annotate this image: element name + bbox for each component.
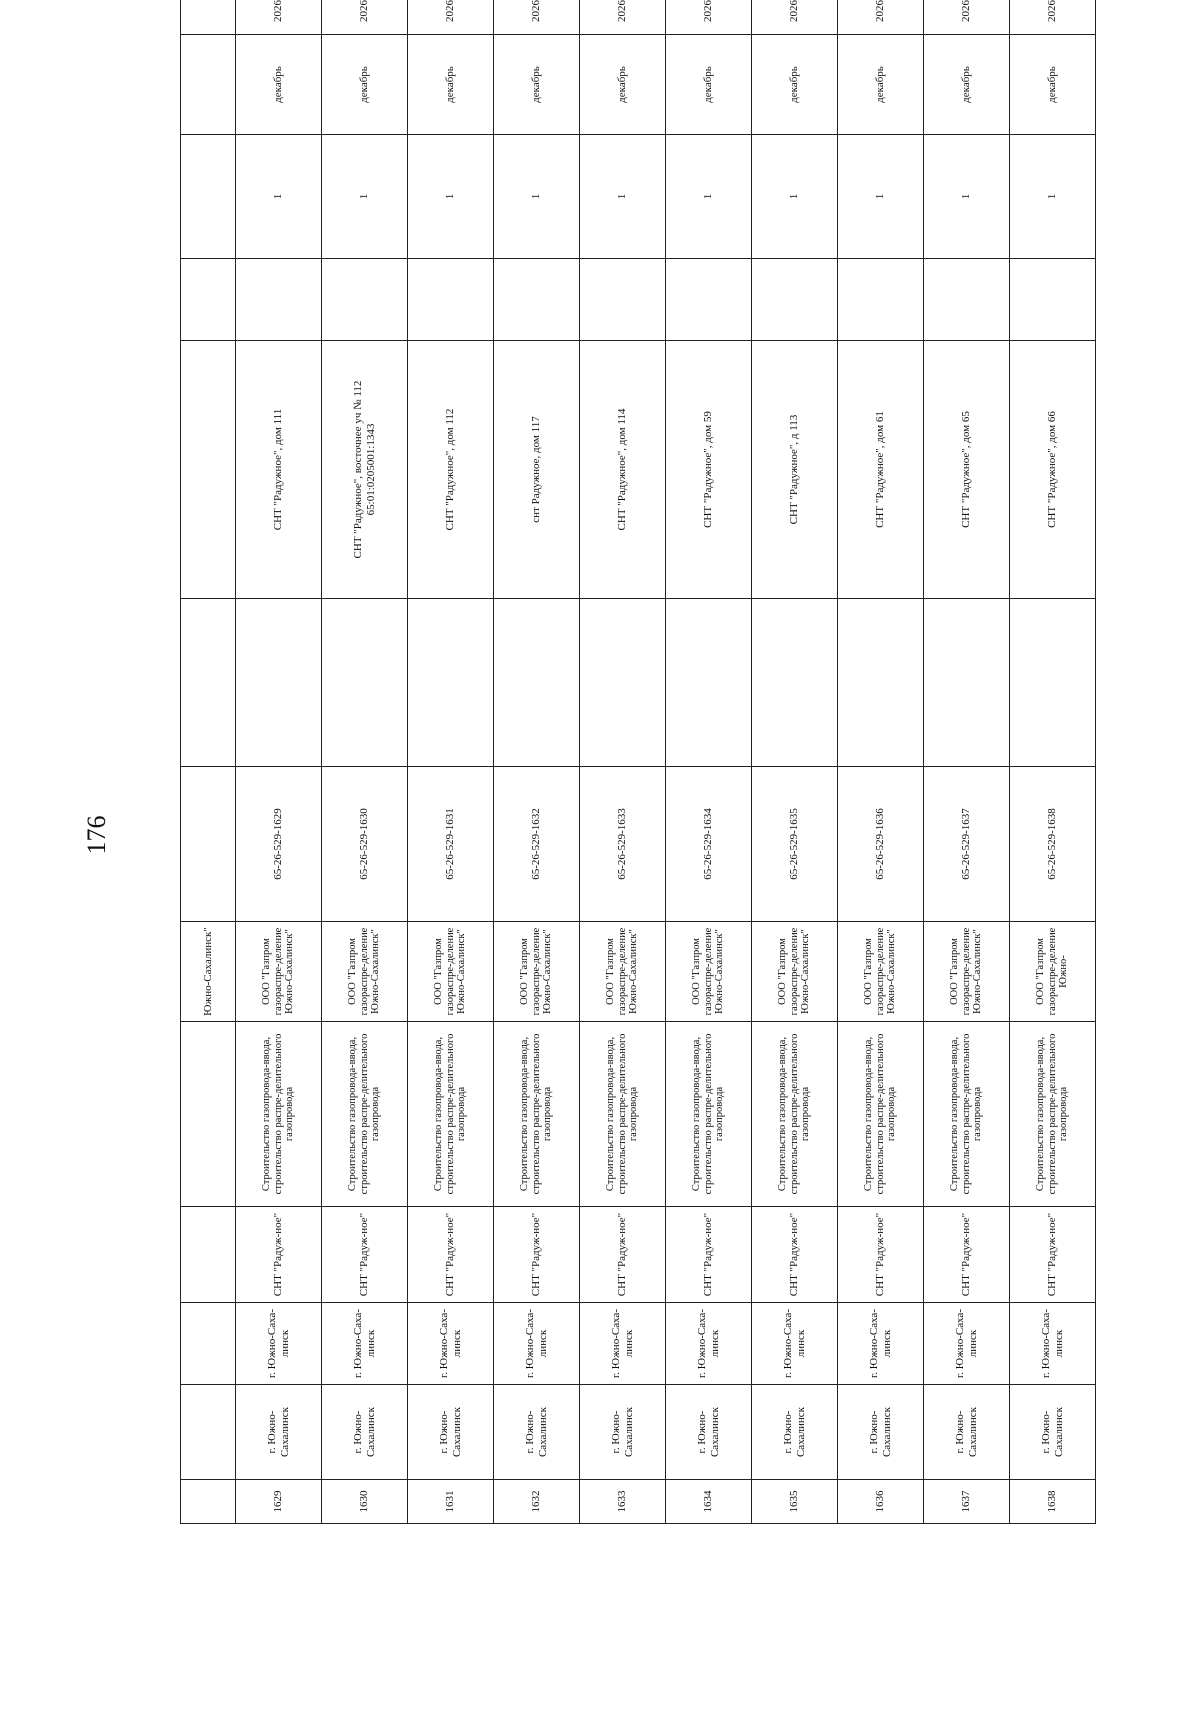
city-cell: г. Южно-Саха-линск bbox=[580, 1303, 666, 1385]
snt-name-cell: СНТ "Радуж-ное" bbox=[666, 1207, 752, 1303]
quantity-cell: 1 bbox=[322, 135, 408, 259]
work-description-cell: Строительство газопровода-ввода, строительство распре-делительного газопровода bbox=[236, 1022, 322, 1207]
header-cell bbox=[181, 599, 236, 767]
address-cell: СНТ "Радужное", дом 61 bbox=[838, 341, 924, 599]
header-cell: Южно-Сахалинск" bbox=[181, 922, 236, 1022]
header-cell bbox=[181, 767, 236, 922]
year-cell: 2026 bbox=[322, 0, 408, 35]
month-cell: декабрь bbox=[838, 35, 924, 135]
snt-name-cell: СНТ "Радуж-ное" bbox=[408, 1207, 494, 1303]
organization-cell: ООО "Газпром газораспре-деление Южно-Сахалинск" bbox=[752, 922, 838, 1022]
address-cell: СНТ "Радужное", дом 112 bbox=[408, 341, 494, 599]
year-cell: 2026 bbox=[494, 0, 580, 35]
snt-name-cell: СНТ "Радуж-ное" bbox=[924, 1207, 1010, 1303]
work-description-cell: Строительство газопровода-ввода, строительство распре-делительного газопровода bbox=[838, 1022, 924, 1207]
table-row bbox=[838, 0, 924, 1524]
month-cell: декабрь bbox=[322, 35, 408, 135]
city-cell: г. Южно-Саха-линск bbox=[752, 1303, 838, 1385]
blank-cell bbox=[408, 599, 494, 767]
month-cell: декабрь bbox=[1010, 35, 1096, 135]
blank-cell bbox=[494, 599, 580, 767]
address-cell: СНТ "Радужное", дом 65 bbox=[924, 341, 1010, 599]
year-cell: 2026 bbox=[236, 0, 322, 35]
table-row bbox=[494, 0, 580, 1524]
district-cell: г. Южно-Сахалинск bbox=[924, 1385, 1010, 1480]
blank-cell bbox=[322, 259, 408, 341]
snt-name-cell: СНТ "Радуж-ное" bbox=[838, 1207, 924, 1303]
row-number-cell: 1633 bbox=[580, 1480, 666, 1524]
table-row bbox=[924, 0, 1010, 1524]
district-cell: г. Южно-Сахалинск bbox=[408, 1385, 494, 1480]
organization-cell: ООО "Газпром газораспре-деление Южно- bbox=[1010, 922, 1096, 1022]
month-cell: декабрь bbox=[924, 35, 1010, 135]
city-cell: г. Южно-Саха-линск bbox=[924, 1303, 1010, 1385]
row-number-cell: 1634 bbox=[666, 1480, 752, 1524]
quantity-cell: 1 bbox=[924, 135, 1010, 259]
row-number-cell: 1630 bbox=[322, 1480, 408, 1524]
blank-cell bbox=[666, 259, 752, 341]
blank-cell bbox=[752, 599, 838, 767]
row-number-cell: 1631 bbox=[408, 1480, 494, 1524]
address-cell: СНТ "Радужное", дом 59 bbox=[666, 341, 752, 599]
blank-cell bbox=[1010, 259, 1096, 341]
work-description-cell: Строительство газопровода-ввода, строительство распре-делительного газопровода bbox=[494, 1022, 580, 1207]
work-description-cell: Строительство газопровода-ввода, строительство распре-делительного газопровода bbox=[924, 1022, 1010, 1207]
rotated-table-wrapper bbox=[180, 0, 1072, 1524]
row-number-cell: 1635 bbox=[752, 1480, 838, 1524]
blank-cell bbox=[236, 259, 322, 341]
year-cell: 2026 bbox=[1010, 0, 1096, 35]
month-cell: декабрь bbox=[408, 35, 494, 135]
blank-cell bbox=[1010, 599, 1096, 767]
address-cell: снт Радужное, дом 117 bbox=[494, 341, 580, 599]
quantity-cell: 1 bbox=[580, 135, 666, 259]
blank-cell bbox=[666, 599, 752, 767]
district-cell: г. Южно-Сахалинск bbox=[666, 1385, 752, 1480]
work-description-cell: Строительство газопровода-ввода, строительство распре-делительного газопровода bbox=[752, 1022, 838, 1207]
organization-cell: ООО "Газпром газораспре-деление Южно-Сахалинск" bbox=[924, 922, 1010, 1022]
quantity-cell: 1 bbox=[408, 135, 494, 259]
application-code-cell: 65-26-529-1630 bbox=[322, 767, 408, 922]
snt-name-cell: СНТ "Радуж-ное" bbox=[494, 1207, 580, 1303]
snt-name-cell: СНТ "Радуж-ное" bbox=[1010, 1207, 1096, 1303]
month-cell: декабрь bbox=[752, 35, 838, 135]
address-cell: СНТ "Радужное", восточнее уч № 112 65:01:0205001:1343 bbox=[322, 341, 408, 599]
city-cell: г. Южно-Саха-линск bbox=[1010, 1303, 1096, 1385]
work-description-cell: Строительство газопровода-ввода, строительство распре-делительного газопровода bbox=[322, 1022, 408, 1207]
header-cell bbox=[181, 135, 236, 259]
table-row bbox=[580, 0, 666, 1524]
blank-cell bbox=[924, 599, 1010, 767]
quantity-cell: 1 bbox=[1010, 135, 1096, 259]
application-code-cell: 65-26-529-1636 bbox=[838, 767, 924, 922]
quantity-cell: 1 bbox=[494, 135, 580, 259]
gas-connection-register-table bbox=[180, 0, 1096, 1524]
district-cell: г. Южно-Сахалинск bbox=[580, 1385, 666, 1480]
work-description-cell: Строительство газопровода-ввода, строительство распре-делительного газопровода bbox=[580, 1022, 666, 1207]
year-cell: 2026 bbox=[580, 0, 666, 35]
blank-cell bbox=[494, 259, 580, 341]
month-cell: декабрь bbox=[494, 35, 580, 135]
year-cell: 2026 bbox=[752, 0, 838, 35]
city-cell: г. Южно-Саха-линск bbox=[666, 1303, 752, 1385]
quantity-cell: 1 bbox=[752, 135, 838, 259]
snt-name-cell: СНТ "Радуж-ное" bbox=[752, 1207, 838, 1303]
application-code-cell: 65-26-529-1634 bbox=[666, 767, 752, 922]
blank-cell bbox=[838, 599, 924, 767]
table-row bbox=[1010, 0, 1096, 1524]
blank-cell bbox=[924, 259, 1010, 341]
organization-cell: ООО "Газпром газораспре-деление Южно-Сахалинск" bbox=[322, 922, 408, 1022]
table-row bbox=[408, 0, 494, 1524]
blank-cell bbox=[580, 259, 666, 341]
header-cell bbox=[181, 259, 236, 341]
address-cell: СНТ "Радужное", дом 111 bbox=[236, 341, 322, 599]
year-cell: 2026 bbox=[666, 0, 752, 35]
row-number-cell: 1632 bbox=[494, 1480, 580, 1524]
city-cell: г. Южно-Саха-линск bbox=[322, 1303, 408, 1385]
district-cell: г. Южно-Сахалинск bbox=[752, 1385, 838, 1480]
district-cell: г. Южно-Сахалинск bbox=[494, 1385, 580, 1480]
organization-cell: ООО "Газпром газораспре-деление Южно-Сахалинск" bbox=[666, 922, 752, 1022]
quantity-cell: 1 bbox=[666, 135, 752, 259]
snt-name-cell: СНТ "Радуж-ное" bbox=[580, 1207, 666, 1303]
header-cell bbox=[181, 1385, 236, 1480]
header-cell bbox=[181, 1022, 236, 1207]
month-cell: декабрь bbox=[666, 35, 752, 135]
month-cell: декабрь bbox=[236, 35, 322, 135]
organization-cell: ООО "Газпром газораспре-деление Южно-Сахалинск" bbox=[580, 922, 666, 1022]
district-cell: г. Южно-Сахалинск bbox=[838, 1385, 924, 1480]
year-cell: 2026 bbox=[924, 0, 1010, 35]
work-description-cell: Строительство газопровода-ввода, строительство распре-делительного газопровода bbox=[1010, 1022, 1096, 1207]
application-code-cell: 65-26-529-1638 bbox=[1010, 767, 1096, 922]
row-number-cell: 1629 bbox=[236, 1480, 322, 1524]
district-cell: г. Южно-Сахалинск bbox=[322, 1385, 408, 1480]
month-cell: декабрь bbox=[580, 35, 666, 135]
quantity-cell: 1 bbox=[236, 135, 322, 259]
header-cell bbox=[181, 1207, 236, 1303]
address-cell: СНТ "Радужное", дом 114 bbox=[580, 341, 666, 599]
snt-name-cell: СНТ "Радуж-ное" bbox=[236, 1207, 322, 1303]
district-cell: г. Южно-Сахалинск bbox=[1010, 1385, 1096, 1480]
year-cell: 2026 bbox=[408, 0, 494, 35]
blank-cell bbox=[580, 599, 666, 767]
address-cell: СНТ "Радужное", дом 66 bbox=[1010, 341, 1096, 599]
work-description-cell: Строительство газопровода-ввода, строительство распре-делительного газопровода bbox=[408, 1022, 494, 1207]
blank-cell bbox=[408, 259, 494, 341]
work-description-cell: Строительство газопровода-ввода, строительство распре-делительного газопровода bbox=[666, 1022, 752, 1207]
row-number-cell: 1636 bbox=[838, 1480, 924, 1524]
table-row bbox=[752, 0, 838, 1524]
blank-cell bbox=[236, 599, 322, 767]
header-cell bbox=[181, 0, 236, 35]
table-continuation-row bbox=[181, 0, 236, 1524]
city-cell: г. Южно-Саха-линск bbox=[838, 1303, 924, 1385]
address-cell: СНТ "Радужное", д 113 bbox=[752, 341, 838, 599]
page-number: 176 bbox=[82, 815, 111, 855]
district-cell: г. Южно-Сахалинск bbox=[236, 1385, 322, 1480]
organization-cell: ООО "Газпром газораспре-деление Южно-Сахалинск" bbox=[838, 922, 924, 1022]
row-number-cell: 1638 bbox=[1010, 1480, 1096, 1524]
application-code-cell: 65-26-529-1631 bbox=[408, 767, 494, 922]
city-cell: г. Южно-Саха-линск bbox=[494, 1303, 580, 1385]
snt-name-cell: СНТ "Радуж-ное" bbox=[322, 1207, 408, 1303]
application-code-cell: 65-26-529-1633 bbox=[580, 767, 666, 922]
organization-cell: ООО "Газпром газораспре-деление Южно-Сахалинск" bbox=[236, 922, 322, 1022]
blank-cell bbox=[752, 259, 838, 341]
row-number-cell: 1637 bbox=[924, 1480, 1010, 1524]
blank-cell bbox=[838, 259, 924, 341]
city-cell: г. Южно-Саха-линск bbox=[236, 1303, 322, 1385]
organization-cell: ООО "Газпром газораспре-деление Южно-Сахалинск" bbox=[494, 922, 580, 1022]
application-code-cell: 65-26-529-1637 bbox=[924, 767, 1010, 922]
blank-cell bbox=[322, 599, 408, 767]
year-cell: 2026 bbox=[838, 0, 924, 35]
table-row bbox=[236, 0, 322, 1524]
quantity-cell: 1 bbox=[838, 135, 924, 259]
application-code-cell: 65-26-529-1635 bbox=[752, 767, 838, 922]
table-row bbox=[322, 0, 408, 1524]
application-code-cell: 65-26-529-1632 bbox=[494, 767, 580, 922]
table-row bbox=[666, 0, 752, 1524]
header-cell bbox=[181, 341, 236, 599]
application-code-cell: 65-26-529-1629 bbox=[236, 767, 322, 922]
header-cell bbox=[181, 1303, 236, 1385]
header-cell bbox=[181, 35, 236, 135]
header-cell bbox=[181, 1480, 236, 1524]
city-cell: г. Южно-Саха-линск bbox=[408, 1303, 494, 1385]
organization-cell: ООО "Газпром газораспре-деление Южно-Сахалинск" bbox=[408, 922, 494, 1022]
